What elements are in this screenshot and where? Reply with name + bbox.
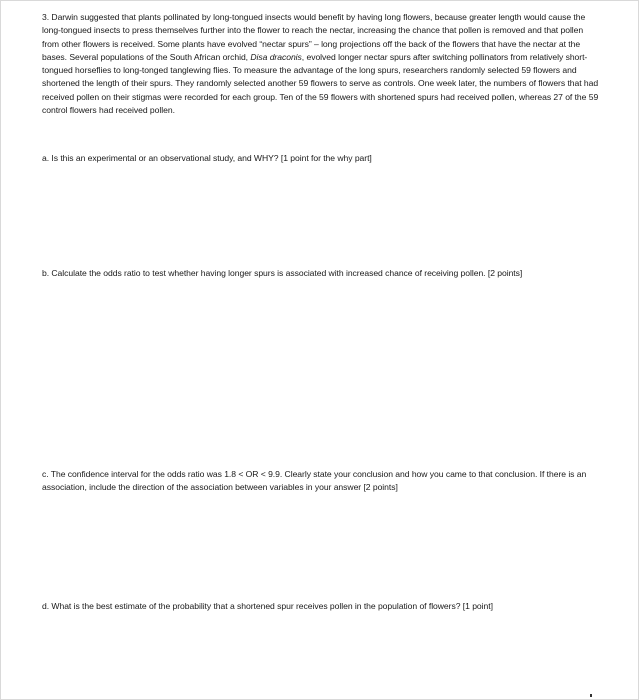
question-3-intro [42,11,602,117]
intro-text-part-1: Darwin suggested that plants pollinated by long-tongued insects would benefit by having long flowers, because greater length would cause the long-tongued insects to press themselves further into the flower to reach the nectar, increasing the chance that pollen is removed and that pollen from other flowers is received. Some plants have evolved “nectar spurs” – long projections off the back of the flowers that have the nectar at the bases. Several populations of the South African orchid, [42,12,586,62]
part-d-question: d. What is the best estimate of the probability that a shortened spur receives pollen in the population of flowers? [1 point] [42,601,493,611]
part-c-question: c. The confidence interval for the odds ratio was 1.8 < OR < 9.9. Clearly state your conclusion and how you came to that conclusion. If there is an association, include the direction of the association between variables in your answer [2 points] [42,469,587,493]
part-b-question: b. Calculate the odds ratio to test whether having longer spurs is associated with increased chance of receiving pollen. [2 points] [42,268,523,278]
species-name: Disa draconis [250,51,302,62]
question-number: 3. [42,12,50,22]
intro-text-part-2: , evolved longer nectar spurs after switching pollinators from relatively short-tongued horseflies to long-tonged tanglewing flies. To measure the advantage of the long spurs, researchers randomly selected 59 flowers and shortened the length of their spurs. They randomly selected another 59 flowers to serve as controls. One week later, the numbers of flowers that had received pollen on their stigmas were recorded for each group. Ten of the 59 flowers with shortened spurs had received pollen, whereas 27 of the 59 control flowers had received pollen. [42,51,599,116]
part-a-question: a. Is this an experimental or an observational study, and WHY? [1 point for the why part] [42,153,372,163]
page-edge-mark [590,694,592,697]
